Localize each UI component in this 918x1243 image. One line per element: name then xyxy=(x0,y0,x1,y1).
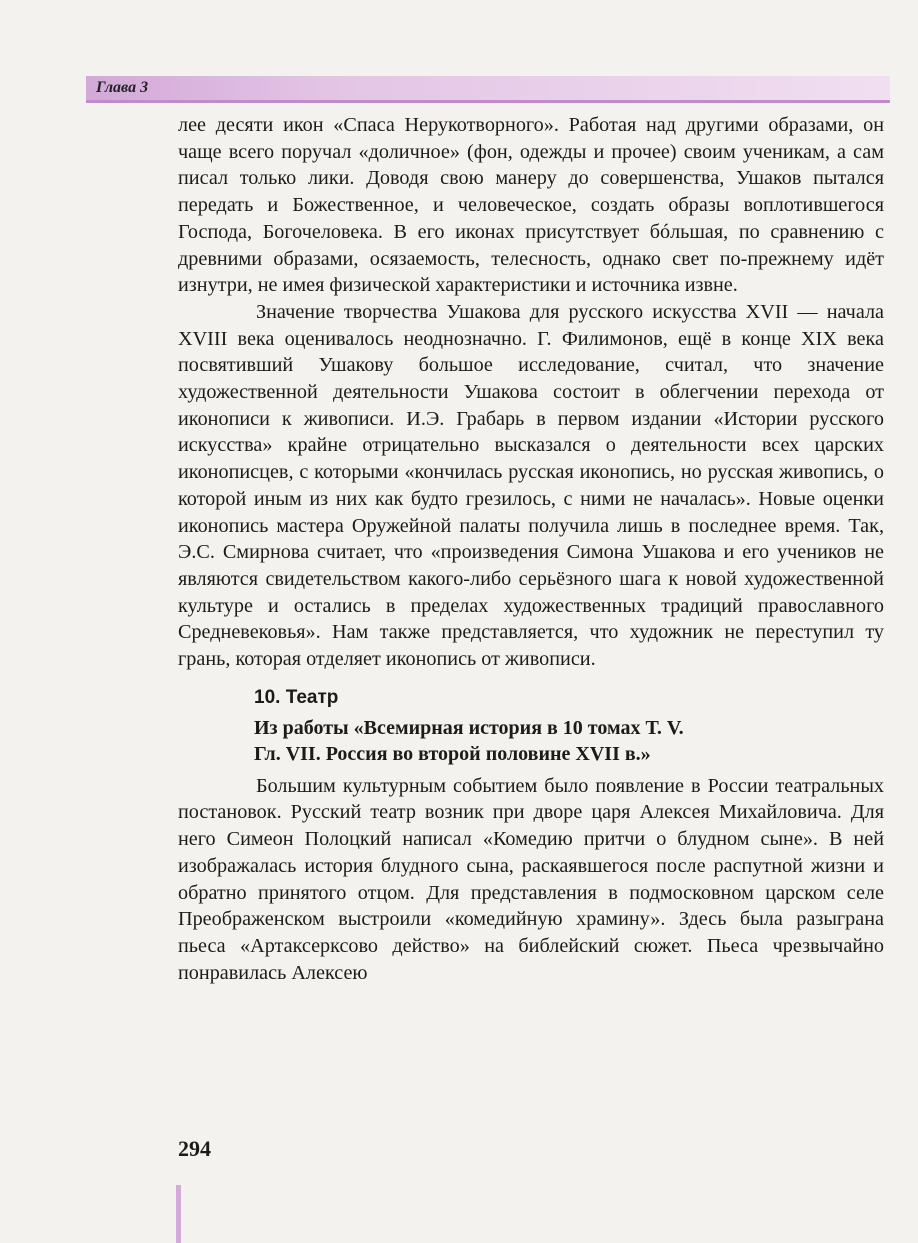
section-title: 10. Театр xyxy=(254,686,339,708)
chapter-header-band xyxy=(86,76,890,103)
paragraph-ushakov-evaluation: Значение творчества Ушакова для русского искусства XVII — начала XVIII века оценивалось неоднозначно. Г. Филимонов, ещё в конце XIX века посвятивший Ушакову большое исследование, считал, что значение художественной деятельности Ушакова состоит в облегчении перехода от иконописи к живописи. И.Э. Грабарь в первом издании «Истории русского искусства» крайне отрицательно высказался о деятельности всех царских иконописцев, с которыми «кончилась русская иконопись, но русская живопись, о которой иным из них как будто грезилось, с ними не началась». Новые оценки иконопись мастера Оружейной палаты получила лишь в последнее время. Так, Э.С. Смирнова считает, что «произведения Симона Ушакова и его учеников не являются свидетельством какого-либо серьёзного шага к новой художественной культуре и остались в пределах художественных традиций православного Средневековья». Нам также представляется, что художник не переступил ту грань, которая отделяет иконопись от живописи. xyxy=(178,300,884,671)
margin-color-rule xyxy=(176,1185,181,1243)
section-source-line-2: Гл. VII. Россия во второй половине XVII в.» xyxy=(254,742,651,765)
chapter-label: Глава 3 xyxy=(96,79,149,96)
paragraph-theatre: Большим культурным событием было появление в России театральных постановок. Русский театр возник при дворе царя Алексея Михайловича. Для него Симеон Полоцкий написал «Комедию притчи о блудном сыне». В ней изображалась история блудного сына, раскаявшегося после распутной жизни и обратно принятого отцом. Для представления в подмосковном царском селе Преображенском выстроили «комедийную храмину». Здесь была разыграна пьеса «Артаксерксово действо» на библейский сюжет. Пьеса чрезвычайно понравилась Алексею xyxy=(178,774,884,984)
page-body xyxy=(178,112,884,986)
section-source xyxy=(178,715,884,767)
paragraph-continuation: лее десяти икон «Спаса Нерукотворного». Работая над другими образами, он чаще всего поручал «доличное» (фон, одежды и прочее) своим ученикам, а сам писал только лики. Доводя свою манеру до совершенства, Ушаков пытался передать и Божественное, и человеческое, создать образы воплотившегося Господа, Богочеловека. В его иконах присутствует бóльшая, по сравнению с древними образами, осязаемость, телесность, однако свет по-прежнему идёт изнутри, не имея физической характеристики и источника извне. xyxy=(178,114,884,297)
page-number: 294 xyxy=(178,1136,211,1161)
section-source-line-1: Из работы «Всемирная история в 10 томах Т. V. xyxy=(254,716,684,739)
